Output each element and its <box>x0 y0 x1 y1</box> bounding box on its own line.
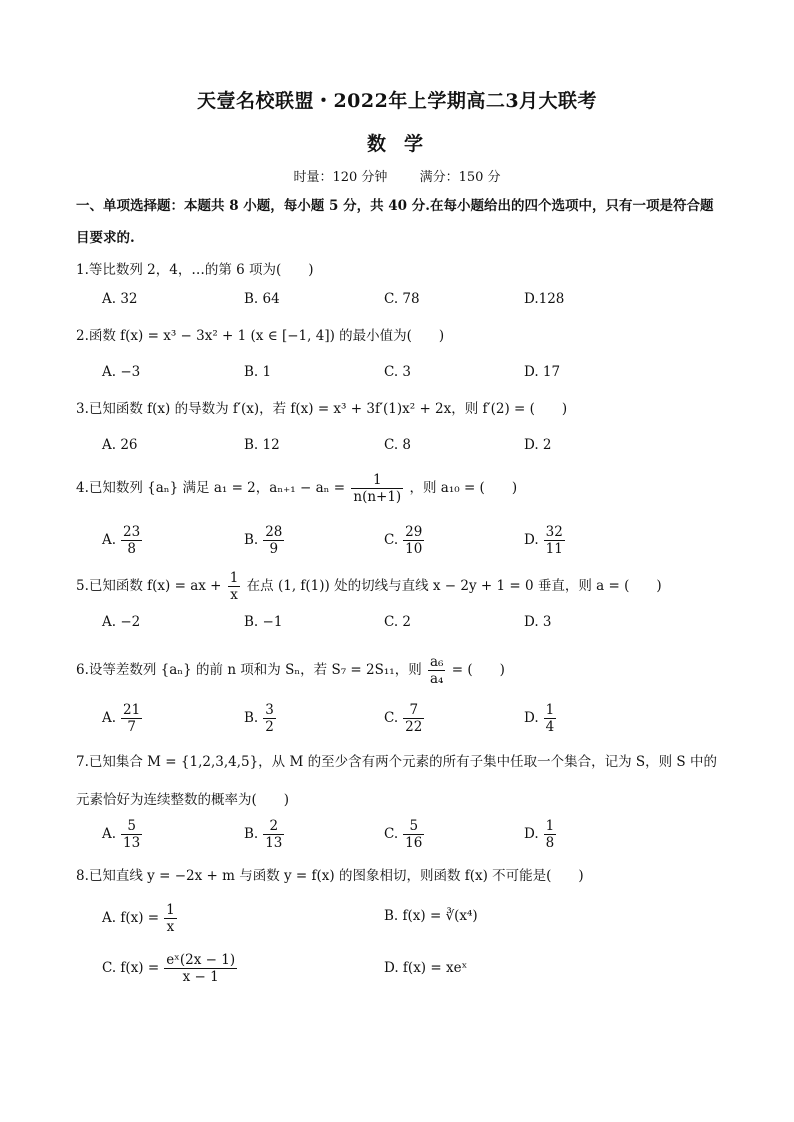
option-d: D. $\frac{1}{8}$ <box>524 818 555 851</box>
option-b: B. 1 <box>244 364 272 380</box>
option-a: A. $\frac{21}{7}$ <box>102 702 141 735</box>
option-c: C. $\frac{7}{22}$ <box>384 702 423 735</box>
option-b: B. $\frac{2}{13}$ <box>244 818 283 851</box>
option-c: C. 3 <box>384 364 412 380</box>
option-c: C. $\frac{29}{10}$ <box>384 524 423 557</box>
question-4 <box>76 472 736 505</box>
option-a: A. 32 <box>102 291 138 307</box>
option-c: C. 78 <box>384 291 420 307</box>
question-8: 8.已知直线 y = −2x + m 与函数 y = f(x) 的图象相切，则函数 f(x) 不可能是( ) <box>76 868 584 884</box>
option-a: A. −3 <box>102 364 141 380</box>
option-c: C. 8 <box>384 437 412 453</box>
question-4-text-a: 4.已知数列 {aₙ} 满足 a₁ = 2，aₙ₊₁ − aₙ = <box>76 480 346 496</box>
option-a: A. $\frac{23}{8}$ <box>102 524 141 557</box>
question-3: 3.已知函数 f(x) 的导数为 f′(x)，若 f(x) = x³ + 3f′(1)x² + 2x，则 f′(2) = ( ) <box>76 401 568 417</box>
section-heading-line2: 目要求的. <box>76 230 135 246</box>
option-b: B. f(x) = ∛(x⁴) <box>384 908 478 924</box>
time-limit: 时量：120 分钟 <box>293 170 388 185</box>
question-5-text-b: 在点 (1, f(1)) 处的切线与直线 x − 2y + 1 = 0 垂直，则 a = ( ) <box>246 578 662 594</box>
exam-meta <box>0 166 794 185</box>
option-d: D. f(x) = xeˣ <box>384 960 468 976</box>
question-5 <box>76 570 736 603</box>
question-2: 2.函数 f(x) = x³ − 3x² + 1 (x ∈ [−1, 4]) 的最小值为( ) <box>76 328 445 344</box>
option-b: B. 64 <box>244 291 280 307</box>
question-7-line2: 元素恰好为连续整数的概率为( ) <box>76 792 290 808</box>
fraction: $\frac{\text{a₆}}{\text{a₄}}$ <box>430 654 444 687</box>
option-c: C. f(x) = $\frac{\text{eˣ(2x − 1)}}{x - 1}$ <box>102 952 236 985</box>
option-d: D. 2 <box>524 437 552 453</box>
question-6-text-a: 6.设等差数列 {aₙ} 的前 n 项和为 Sₙ，若 S₇ = 2S₁₁，则 <box>76 662 422 678</box>
option-d: D. 17 <box>524 364 561 380</box>
question-1: 1.等比数列 2，4，…的第 6 项为( ) <box>76 262 314 278</box>
subject-title: 数学 <box>366 133 441 155</box>
option-d: D. $\frac{1}{4}$ <box>524 702 555 735</box>
question-5-text-a: 5.已知函数 f(x) = ax + <box>76 578 222 594</box>
option-d: D. 3 <box>524 614 552 630</box>
section-heading-line1: 一、单项选择题：本题共 8 小题，每小题 5 分，共 40 分.在每小题给出的四个选项中，只有一项是符合题 <box>76 198 714 214</box>
question-6 <box>76 654 736 687</box>
fraction: $\frac{1}{x}$ <box>229 570 239 603</box>
question-7-line1: 7.已知集合 M = {1,2,3,4,5}，从 M 的至少含有两个元素的所有子集中任取一个集合，记为 S，则 S 中的 <box>76 754 717 770</box>
option-c: C. 2 <box>384 614 412 630</box>
full-score: 满分：150 分 <box>419 170 501 185</box>
option-b: B. $\frac{3}{2}$ <box>244 702 274 735</box>
option-a: A. −2 <box>102 614 141 630</box>
fraction: $\frac{1}{n(n+1)}$ <box>353 472 402 505</box>
option-a: A. 26 <box>102 437 138 453</box>
exam-title: 天壹名校联盟・2022年上学期高二3月大联考 <box>196 90 598 112</box>
option-a: A. f(x) = $\frac{1}{x}$ <box>102 902 175 935</box>
option-b: B. 12 <box>244 437 280 453</box>
option-d: D. $\frac{32}{11}$ <box>524 524 563 557</box>
option-d: D.128 <box>524 291 565 307</box>
option-b: B. −1 <box>244 614 283 630</box>
question-6-text-b: = ( ) <box>451 662 505 678</box>
option-b: B. $\frac{28}{9}$ <box>244 524 283 557</box>
option-a: A. $\frac{5}{13}$ <box>102 818 141 851</box>
option-c: C. $\frac{5}{16}$ <box>384 818 423 851</box>
question-4-text-b: ，则 a₁₀ = ( ) <box>409 480 518 496</box>
